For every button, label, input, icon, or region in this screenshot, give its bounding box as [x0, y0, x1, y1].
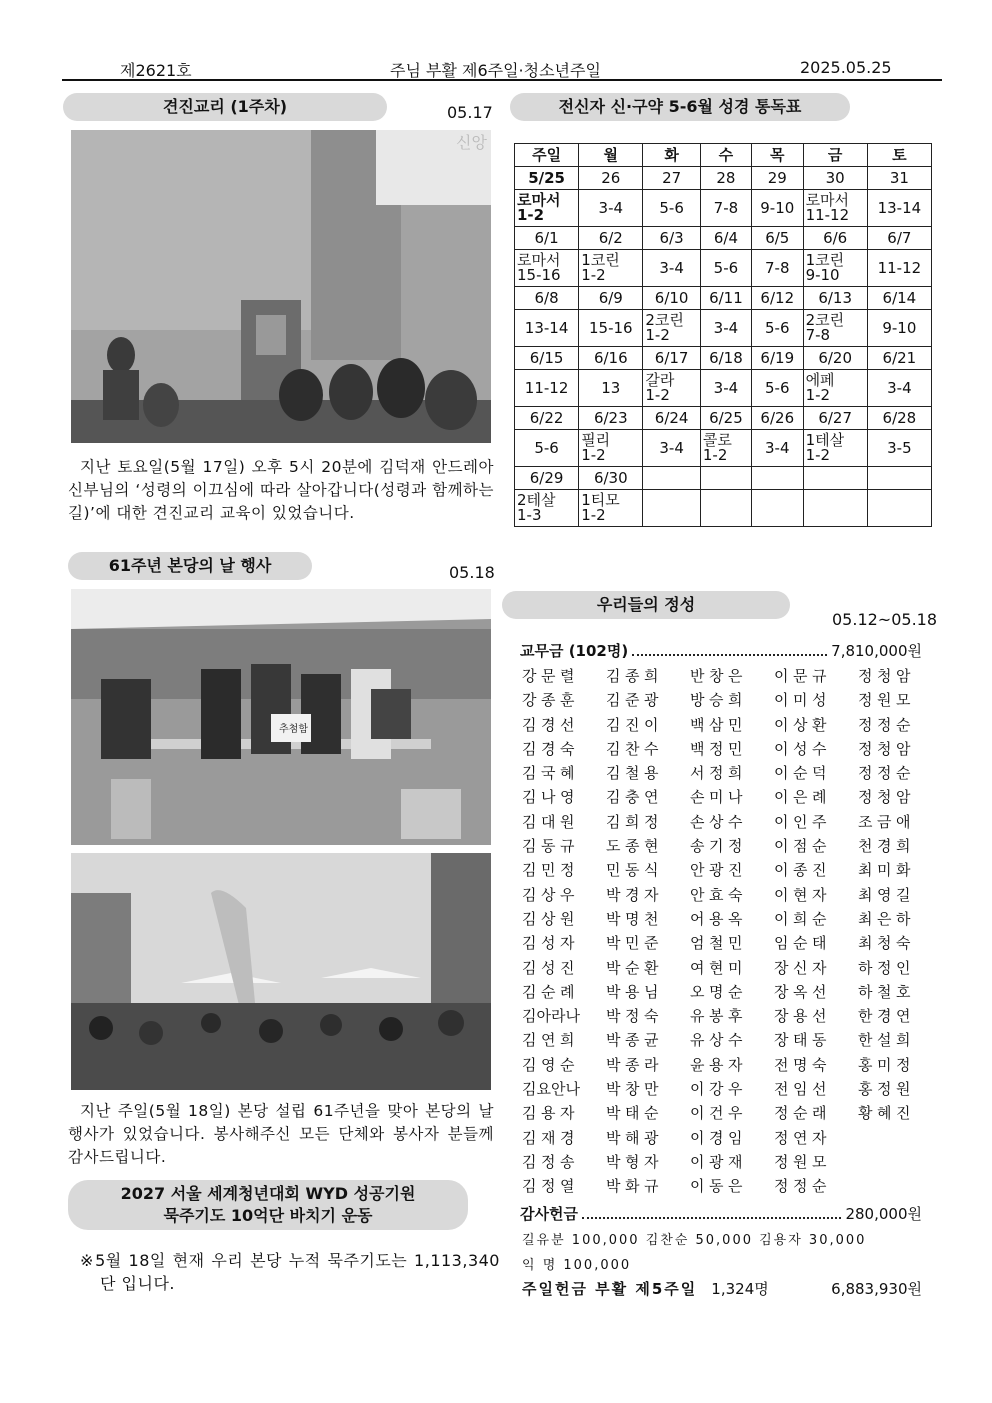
table-cell: 6/3	[643, 227, 701, 250]
table-cell: 6/1	[515, 227, 579, 250]
list-item	[522, 931, 942, 955]
donor-name: 최은하	[858, 909, 915, 928]
donor-name: 박종균	[606, 1031, 663, 1050]
donor-name: 이종진	[774, 861, 831, 880]
donor-name: 김준광	[606, 691, 663, 710]
list-item	[522, 1077, 942, 1101]
table-cell: 13-14	[867, 190, 931, 227]
donor-name: 이순덕	[774, 764, 831, 783]
table-cell: 6/13	[803, 287, 867, 310]
wyd-campaign-banner	[68, 1180, 468, 1230]
donor-name: 장태동	[774, 1031, 831, 1050]
donor-name: 유봉후	[690, 1007, 747, 1026]
table-cell: 6/5	[751, 227, 803, 250]
table-cell: 3-5	[867, 430, 931, 467]
donor-name: 이현자	[774, 885, 831, 904]
table-cell: 27	[643, 167, 701, 190]
table-cell: 6/11	[700, 287, 751, 310]
donor-name: 최미화	[858, 861, 915, 880]
donor-name: 안효숙	[690, 885, 747, 904]
donor-name: 황혜진	[858, 1104, 915, 1123]
list-item	[522, 980, 942, 1004]
list-item	[522, 1028, 942, 1052]
donor-name: 조금애	[858, 812, 915, 831]
donor-name: 김용자	[522, 1104, 579, 1123]
offering-summary	[520, 640, 922, 661]
table-cell: 로마서 15-16	[515, 250, 579, 287]
donor-name: 민동식	[606, 861, 663, 880]
donor-name: 김정송	[522, 1152, 579, 1171]
donor-name: 장신자	[774, 958, 831, 977]
table-cell: 6/26	[751, 407, 803, 430]
donor-name: 홍미정	[858, 1055, 915, 1074]
donor-name: 박화규	[606, 1177, 663, 1196]
list-item	[522, 834, 942, 858]
donor-name: 강종훈	[522, 691, 579, 710]
donor-name: 김정열	[522, 1177, 579, 1196]
thanks-detail-1: 길유분 100,000 김찬순 50,000 김용자 30,000	[522, 1233, 867, 1248]
donor-name: 정정순	[774, 1177, 831, 1196]
table-cell: 필리 1-2	[579, 430, 643, 467]
donor-name: 김희정	[606, 812, 663, 831]
donor-name: 정청암	[858, 739, 915, 758]
donor-name: 이강우	[690, 1080, 747, 1099]
donor-name: 안광진	[690, 861, 747, 880]
table-cell: 9-10	[751, 190, 803, 227]
table-cell: 30	[803, 167, 867, 190]
donor-name: 홍정원	[858, 1080, 915, 1099]
donor-name: 도종현	[606, 837, 663, 856]
donor-name: 정원모	[774, 1152, 831, 1171]
section-title-parish-day: 61주년 본당의 날 행사	[68, 552, 312, 580]
donor-name: 이상환	[774, 715, 831, 734]
donor-name: 정청암	[858, 667, 915, 685]
donor-name: 김동규	[522, 837, 579, 856]
table-cell: 6/12	[751, 287, 803, 310]
table-cell: 9-10	[867, 310, 931, 347]
donor-name: 김상우	[522, 885, 579, 904]
donor-name: 김아라나	[522, 1007, 580, 1026]
table-row	[515, 310, 932, 347]
photo-illustration	[71, 130, 491, 443]
table-cell	[700, 490, 751, 527]
table-cell	[643, 467, 701, 490]
table-row	[515, 370, 932, 407]
donor-name: 김요안나	[522, 1080, 580, 1099]
table-cell: 7-8	[751, 250, 803, 287]
list-item	[522, 737, 942, 761]
donor-name: 정연자	[774, 1128, 831, 1147]
header-divider	[62, 79, 942, 81]
table-row	[515, 347, 932, 370]
donor-name: 오명순	[690, 982, 747, 1001]
list-item	[522, 956, 942, 980]
table-cell: 6/2	[579, 227, 643, 250]
table-cell: 3-4	[579, 190, 643, 227]
donor-name: 정순래	[774, 1104, 831, 1123]
donor-name: 이경임	[690, 1128, 747, 1147]
donor-name: 전임선	[774, 1080, 831, 1099]
donor-name: 김철용	[606, 764, 663, 783]
leader-dots	[632, 654, 827, 656]
table-cell: 6/7	[867, 227, 931, 250]
list-item	[522, 810, 942, 834]
sunday-amount: 6,883,930원	[831, 1280, 922, 1298]
table-cell: 6/4	[700, 227, 751, 250]
donor-name: 김종희	[606, 667, 663, 685]
donor-name: 이희순	[774, 909, 831, 928]
donor-name: 김영순	[522, 1055, 579, 1074]
table-cell: 6/10	[643, 287, 701, 310]
header-cell: 수	[700, 144, 751, 167]
list-item	[522, 858, 942, 882]
table-cell: 1테살 1-2	[803, 430, 867, 467]
table-cell: 6/21	[867, 347, 931, 370]
sunday-count: 1,324명	[711, 1280, 769, 1298]
table-cell: 6/6	[803, 227, 867, 250]
header-cell: 월	[579, 144, 643, 167]
table-cell: 5-6	[515, 430, 579, 467]
section-title-offering: 우리들의 정성	[502, 591, 790, 619]
table-cell: 6/14	[867, 287, 931, 310]
table-cell: 3-4	[700, 370, 751, 407]
kyomu-line	[520, 640, 922, 661]
donor-name: 이광재	[690, 1152, 747, 1171]
table-row	[515, 144, 932, 167]
offering-period: 05.12~05.18	[832, 610, 938, 629]
table-cell: 6/19	[751, 347, 803, 370]
table-cell: 6/29	[515, 467, 579, 490]
leader-dots	[582, 1217, 842, 1219]
donor-name	[858, 1174, 942, 1198]
donor-name: 김국혜	[522, 764, 579, 783]
table-cell: 6/18	[700, 347, 751, 370]
list-item	[522, 1174, 942, 1198]
section-date: 05.17	[447, 103, 493, 122]
donor-name: 박순환	[606, 958, 663, 977]
bible-reading-table-body	[515, 144, 932, 527]
donor-name: 김성자	[522, 934, 579, 953]
donor-name: 정청암	[858, 788, 915, 807]
header-cell: 금	[803, 144, 867, 167]
header-cell: 화	[643, 144, 701, 167]
table-cell: 6/25	[700, 407, 751, 430]
table-cell: 6/20	[803, 347, 867, 370]
donor-name: 김충연	[606, 788, 663, 807]
table-cell: 1티모 1-2	[579, 490, 643, 527]
donor-name: 어용옥	[690, 909, 747, 928]
header-cell: 토	[867, 144, 931, 167]
section-title-confirmation: 견진교리 (1주차)	[63, 93, 387, 121]
table-cell: 6/8	[515, 287, 579, 310]
table-cell: 로마서 11-12	[803, 190, 867, 227]
donor-name: 한경연	[858, 1007, 915, 1026]
donor-name: 송기정	[690, 837, 747, 856]
table-cell: 11-12	[515, 370, 579, 407]
donor-name: 김연희	[522, 1031, 579, 1050]
donor-name: 박명천	[606, 909, 663, 928]
table-cell: 3-4	[700, 310, 751, 347]
bible-reading-table	[514, 143, 932, 527]
donor-name: 박경자	[606, 885, 663, 904]
table-cell	[751, 467, 803, 490]
table-cell: 3-4	[751, 430, 803, 467]
table-cell: 5-6	[643, 190, 701, 227]
table-cell: 2테살 1-3	[515, 490, 579, 527]
donor-name: 윤용자	[690, 1055, 747, 1074]
table-cell: 5-6	[751, 310, 803, 347]
donor-name: 김순례	[522, 982, 579, 1001]
table-cell: 2코린 1-2	[643, 310, 701, 347]
table-cell: 28	[700, 167, 751, 190]
donor-name: 백정민	[690, 739, 747, 758]
table-row	[515, 167, 932, 190]
table-cell: 6/22	[515, 407, 579, 430]
list-item	[522, 1101, 942, 1125]
parish-day-text: 지난 주일(5월 18일) 본당 설립 61주년을 맞아 본당의 날 행사가 있었습니다. 봉사해주신 모든 단체와 봉사자 분들께 감사드립니다.	[68, 1102, 494, 1166]
table-cell: 로마서 1-2	[515, 190, 579, 227]
table-cell: 갈라 1-2	[643, 370, 701, 407]
donor-name: 이점순	[774, 837, 831, 856]
donor-name: 김성진	[522, 958, 579, 977]
kyomu-label: 교무금 (102명)	[520, 642, 629, 660]
confirmation-text: 지난 토요일(5월 17일) 오후 5시 20분에 김덕재 안드레아 신부님의 ‘성령의 이끄심에 따라 살아갑니다(성령과 함께하는 길)’에 대한 견진교리 교육이 있었습니다.	[68, 458, 494, 522]
table-cell: 3-4	[867, 370, 931, 407]
donor-name: 정원모	[858, 691, 915, 710]
photo-cake-cutting	[71, 589, 491, 845]
table-row	[515, 287, 932, 310]
donor-name: 박용님	[606, 982, 663, 1001]
thanks-label: 감사헌금	[520, 1205, 578, 1223]
photo-illustration	[71, 589, 491, 845]
table-cell: 6/17	[643, 347, 701, 370]
table-cell: 31	[867, 167, 931, 190]
list-item	[522, 785, 942, 809]
sunday-label: 주일헌금 부활 제5주일	[522, 1280, 698, 1298]
donor-name: 이미성	[774, 691, 831, 710]
donor-name: 박해광	[606, 1128, 663, 1147]
donor-name: 최영길	[858, 885, 915, 904]
list-item	[522, 664, 942, 688]
table-row	[515, 407, 932, 430]
section-title-bible-reading: 전신자 신·구약 5-6월 성경 통독표	[510, 93, 850, 121]
donor-name: 강문렬	[522, 667, 579, 685]
table-cell	[803, 490, 867, 527]
donor-name: 백삼민	[690, 715, 747, 734]
table-row	[515, 430, 932, 467]
photo-sign-text: 신앙	[456, 133, 487, 152]
donor-name: 반창은	[690, 667, 747, 685]
table-cell: 13-14	[515, 310, 579, 347]
donor-name: 전명숙	[774, 1055, 831, 1074]
list-item	[522, 883, 942, 907]
donor-name: 정정순	[858, 715, 915, 734]
donor-name: 엄철민	[690, 934, 747, 953]
table-cell: 6/24	[643, 407, 701, 430]
table-cell: 5-6	[700, 250, 751, 287]
donor-name: 하철호	[858, 982, 915, 1001]
donor-name: 박창만	[606, 1080, 663, 1099]
table-cell: 콜로 1-2	[700, 430, 751, 467]
table-cell	[867, 467, 931, 490]
donor-name: 여현미	[690, 958, 747, 977]
header-cell: 주일	[515, 144, 579, 167]
donor-name: 최청숙	[858, 934, 915, 953]
thanks-line	[520, 1203, 922, 1224]
table-row	[515, 227, 932, 250]
photo-sign-text: 추첨함	[279, 724, 308, 735]
donor-name: 이인주	[774, 812, 831, 831]
table-row	[515, 490, 932, 527]
table-cell: 6/30	[579, 467, 643, 490]
table-row	[515, 467, 932, 490]
table-cell: 3-4	[643, 430, 701, 467]
donor-name: 박민준	[606, 934, 663, 953]
photo-parish-crowd	[71, 853, 491, 1090]
donor-name	[858, 1126, 942, 1150]
table-cell: 6/23	[579, 407, 643, 430]
table-cell: 1코린 1-2	[579, 250, 643, 287]
wyd-title-line1: 2027 서울 세계청년대회 WYD 성공기원	[120, 1184, 416, 1203]
list-item	[522, 1150, 942, 1174]
table-cell: 6/9	[579, 287, 643, 310]
donor-name: 이건우	[690, 1104, 747, 1123]
donor-name: 김찬수	[606, 739, 663, 758]
donor-name: 손상수	[690, 812, 747, 831]
donor-name: 박태순	[606, 1104, 663, 1123]
donor-name: 이은례	[774, 788, 831, 807]
table-cell: 7-8	[700, 190, 751, 227]
donor-name: 김재경	[522, 1128, 579, 1147]
list-item	[522, 1126, 942, 1150]
donor-name: 장용선	[774, 1007, 831, 1026]
donor-name: 박형자	[606, 1152, 663, 1171]
donor-name	[858, 1150, 942, 1174]
donor-name: 이문규	[774, 667, 831, 685]
kyomu-amount: 7,810,000원	[831, 642, 922, 660]
list-item	[522, 688, 942, 712]
photo-confirmation-class	[71, 130, 491, 443]
table-cell	[643, 490, 701, 527]
table-cell: 15-16	[579, 310, 643, 347]
table-cell	[700, 467, 751, 490]
section-date: 05.18	[449, 563, 495, 582]
list-item	[522, 713, 942, 737]
table-cell: 2코린 7-8	[803, 310, 867, 347]
bulletin-title: 주님 부활 제6주일·청소년주일	[390, 61, 601, 80]
rosary-count-text: ※5월 18일 현재 우리 본당 누적 묵주기도는 1,113,340단 입니다.	[80, 1251, 500, 1293]
donor-name: 하정인	[858, 958, 915, 977]
donor-name: 이성수	[774, 739, 831, 758]
sunday-offering-line	[522, 1278, 922, 1299]
table-cell: 11-12	[867, 250, 931, 287]
donor-name: 김진이	[606, 715, 663, 734]
list-item	[522, 1004, 942, 1028]
list-item	[522, 1053, 942, 1077]
donor-name: 방승희	[690, 691, 747, 710]
donor-name: 손미나	[690, 788, 747, 807]
table-cell: 5-6	[751, 370, 803, 407]
thanks-detail-2: 익 명 100,000	[522, 1258, 632, 1273]
table-row	[515, 190, 932, 227]
donor-name: 정정순	[858, 764, 915, 783]
issue-number: 제2621호	[120, 61, 192, 80]
donor-name: 한설희	[858, 1031, 915, 1050]
donor-name: 김대원	[522, 812, 579, 831]
table-cell: 13	[579, 370, 643, 407]
donor-name: 김경숙	[522, 739, 579, 758]
thanks-summary	[520, 1203, 922, 1224]
table-cell: 6/16	[579, 347, 643, 370]
offering-name-list	[522, 664, 942, 1199]
donor-name: 서정희	[690, 764, 747, 783]
table-cell: 29	[751, 167, 803, 190]
donor-name: 김상원	[522, 909, 579, 928]
table-cell: 6/15	[515, 347, 579, 370]
table-cell	[803, 467, 867, 490]
table-cell: 3-4	[643, 250, 701, 287]
table-cell: 26	[579, 167, 643, 190]
donor-name: 박종라	[606, 1055, 663, 1074]
donor-name: 유상수	[690, 1031, 747, 1050]
list-item	[522, 761, 942, 785]
list-item	[522, 907, 942, 931]
photo-illustration	[71, 853, 491, 1090]
table-cell: 에페 1-2	[803, 370, 867, 407]
donor-name: 김경선	[522, 715, 579, 734]
donor-name: 박정숙	[606, 1007, 663, 1026]
donor-name: 김민정	[522, 861, 579, 880]
table-row	[515, 250, 932, 287]
table-cell	[867, 490, 931, 527]
wyd-title-line2: 묵주기도 10억단 바치기 운동	[163, 1206, 373, 1225]
donor-name: 장옥선	[774, 982, 831, 1001]
header-cell: 목	[751, 144, 803, 167]
table-cell: 5/25	[515, 167, 579, 190]
table-cell: 1코린 9-10	[803, 250, 867, 287]
donor-name: 김나영	[522, 788, 579, 807]
table-cell: 6/28	[867, 407, 931, 430]
table-cell	[751, 490, 803, 527]
donor-name: 이동은	[690, 1177, 747, 1196]
donor-name: 임순태	[774, 934, 831, 953]
table-cell: 6/27	[803, 407, 867, 430]
donor-name: 천경희	[858, 837, 915, 856]
bulletin-date: 2025.05.25	[800, 58, 892, 77]
thanks-amount: 280,000원	[845, 1205, 922, 1223]
